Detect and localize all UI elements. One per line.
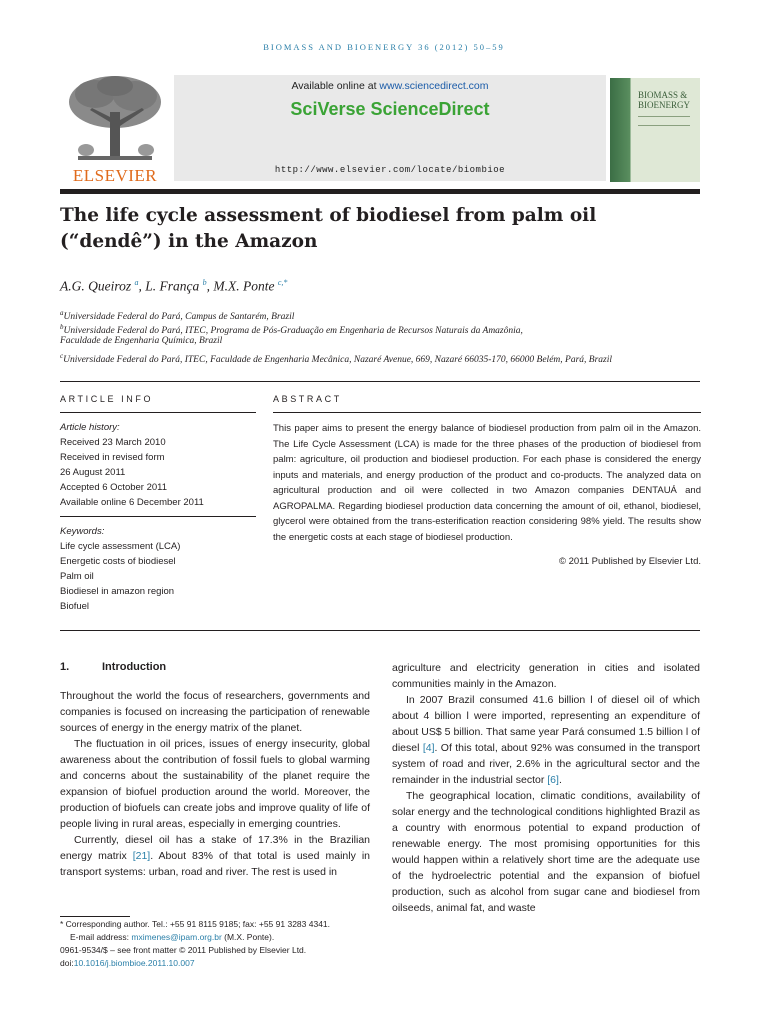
journal-url[interactable]: http://www.elsevier.com/locate/biombioe [274, 165, 506, 175]
doi-link[interactable]: 10.1016/j.biombioe.2011.10.007 [73, 958, 195, 968]
body-column-right [392, 660, 700, 916]
publisher-logo-text: ELSEVIER [72, 166, 158, 185]
footnotes [60, 918, 460, 970]
paragraph [392, 692, 700, 788]
info-rule [60, 412, 256, 413]
issn-line: 0961-9534/$ – see front matter © 2011 Published by Elsevier Ltd. [60, 945, 307, 955]
keywords-label: Keywords: [60, 526, 105, 537]
history-entry: Received in revised form [60, 452, 165, 463]
citation-link[interactable]: [4] [422, 742, 435, 754]
affiliation [60, 334, 720, 348]
paragraph-text: . [558, 774, 562, 786]
article-history [60, 420, 256, 510]
history-entry: 26 August 2011 [60, 467, 126, 478]
cover-decoration [638, 116, 690, 126]
author-affiliation-mark[interactable]: b [202, 278, 207, 287]
paragraph [60, 832, 370, 880]
doi-line [60, 957, 460, 970]
paragraph-text: Currently, diesel oil has a stake of 17.3% in the Brazilian energy matrix [60, 834, 370, 862]
abstract-copyright: © 2011 Published by Elsevier Ltd. [558, 556, 701, 567]
affiliation-mark: b [60, 323, 64, 331]
sciverse-brand: SciVerse ScienceDirect [290, 99, 490, 119]
section-title: Introduction [102, 661, 167, 673]
section-rule [60, 381, 700, 382]
abstract-heading: ABSTRACT [273, 394, 342, 404]
corresponding-author-note: * Corresponding author. Tel.: +55 91 8115 9185; fax: +55 91 3283 4341. [60, 919, 331, 929]
author-affiliation-mark[interactable]: c,* [277, 278, 288, 287]
history-entry: Received 23 March 2010 [60, 437, 166, 448]
email-link[interactable]: mximenes@ipam.org.br [131, 932, 222, 942]
affiliation-text: Universidade Federal do Pará, Campus de Santarém, Brazil [63, 312, 295, 323]
citation-link[interactable]: [6] [547, 774, 559, 786]
keyword: Biodiesel in amazon region [60, 586, 175, 597]
affiliation-mark: a [60, 309, 64, 317]
email-label: E-mail address: [70, 932, 132, 942]
keywords-rule [60, 516, 256, 517]
paragraph-text: In 2007 Brazil consumed 41.6 billion l of diesel oil of which about 4 billion l were imported, representing an expenditure of about US$ 5 billion. That same year Pará consumed 1.5 billion l of diesel [392, 694, 700, 754]
title-line-1: The life cycle assessment of biodiesel from palm oil [60, 205, 597, 226]
body-rule [60, 630, 700, 631]
article-title [60, 203, 700, 255]
abstract-text: This paper aims to present the energy balance of biodiesel production from palm oil in the Amazon. The Life Cycle Assessment (LCA) is made for the three phases of the production of biodiesel from palm: agriculture, oil production and biodiesel production. For each phase is considered the energy inputs and materials, and energy production of the product and co-products. The analyzed data on agricultural production and oil were collected in two Amazon companies DENTAUÁ and AGROPALMA. Regarding biodiesel production data concerning the amount of oil, ethanol, biodiesel, glycerol were obtained from the trans-esterification reaction considering 98% yield. The results show the energetic costs at each stage of biodiesel production. [273, 423, 701, 543]
citation-link[interactable]: [21] [132, 850, 151, 862]
introduction-heading [60, 661, 370, 673]
masthead [60, 72, 700, 184]
body-column-left [60, 688, 370, 880]
affiliation-text: Faculdade de Engenharia Química, Brazil [60, 336, 223, 346]
footnote-rule [60, 916, 130, 917]
affiliation-text: Universidade Federal do Pará, ITEC, Faculdade de Engenharia Mecânica, Nazaré Avenue, 669, Nazaré 66035-170, 66000 Belém, Pará, Brazil [63, 355, 613, 366]
available-online-line [174, 80, 606, 92]
paragraph: agriculture and electricity generation in cities and isolated communities mainly in the Amazon. [392, 662, 700, 690]
keyword: Palm oil [60, 571, 94, 582]
affiliation-mark: c [60, 352, 64, 360]
keyword: Life cycle assessment (LCA) [60, 541, 181, 552]
affiliation-text: Universidade Federal do Pará, ITEC, Programa de Pós-Graduação em Engenharia de Recursos Naturais da Amazônia, [63, 326, 523, 337]
cover-title: BIOMASS & BIOENERGY [638, 90, 690, 110]
email-note [60, 931, 460, 944]
author-affiliation-mark[interactable]: a [134, 278, 139, 287]
header-rule [60, 189, 700, 194]
author-name[interactable]: M.X. Ponte [213, 278, 275, 294]
paragraph-text: . Of this total, about 92% was consumed in the transport system of road and river, 2.6% in the agricultural sector and the remainder in the industrial sector [392, 742, 700, 786]
sciencedirect-banner [174, 75, 606, 181]
tree-icon [60, 72, 170, 164]
paragraph-text: . About 83% of that total is used mainly in transport systems: urban, road and river. The rest is used in [60, 850, 371, 878]
abstract-rule [273, 412, 701, 413]
author-separator: , [206, 278, 214, 294]
paragraph: The fluctuation in oil prices, issues of energy insecurity, global awareness about the contribution of fossil fuels to global warming and concerns about the sustainability of the planet require the expansion of biofuel production around the world. Moreover, the production of biofuels can create jobs and improve quality of life of people living in rural areas, especially in emerging countries. [60, 738, 370, 830]
author-name[interactable]: A.G. Queiroz [60, 278, 132, 294]
section-number: 1. [60, 661, 70, 673]
history-entry: Available online 6 December 2011 [60, 497, 204, 508]
doi-label: doi: [60, 958, 74, 968]
article-info-heading: ARTICLE INFO [60, 394, 154, 404]
author-separator: , [138, 278, 146, 294]
history-label: Article history: [60, 422, 120, 433]
title-line-2: (“dendê”) in the Amazon [60, 231, 318, 252]
keyword: Energetic costs of biodiesel [60, 556, 176, 567]
author-list [60, 278, 700, 295]
available-prefix: Available online at [291, 80, 380, 92]
author-name[interactable]: L. França [145, 278, 200, 294]
journal-cover-image [610, 78, 700, 182]
email-suffix: (M.X. Ponte). [221, 932, 275, 942]
paragraph: Throughout the world the focus of researchers, governments and companies is focused on increasing the participation of renewable sources of energy in the energy matrix of the planet. [60, 690, 370, 734]
affiliation [60, 349, 720, 367]
keywords [60, 524, 256, 614]
keyword: Biofuel [60, 601, 90, 612]
history-entry: Accepted 6 October 2011 [60, 482, 168, 493]
sciencedirect-link[interactable]: www.sciencedirect.com [379, 80, 489, 92]
paragraph: The geographical location, climatic conditions, availability of solar energy and the technological conditions highlighted Brazil as a country with enormous potential to expand production of renewable energy. The most promising opportunities for this would happen within a relatively short time are the adequate use of the hydroelectric potential and the expansion of biofuel production, such as alcohol from sugar cane and biodiesel from oilseeds, animal fat, and waste [392, 790, 700, 914]
journal-running-head: BIOMASS AND BIOENERGY 36 (2012) 50–59 [263, 42, 505, 52]
